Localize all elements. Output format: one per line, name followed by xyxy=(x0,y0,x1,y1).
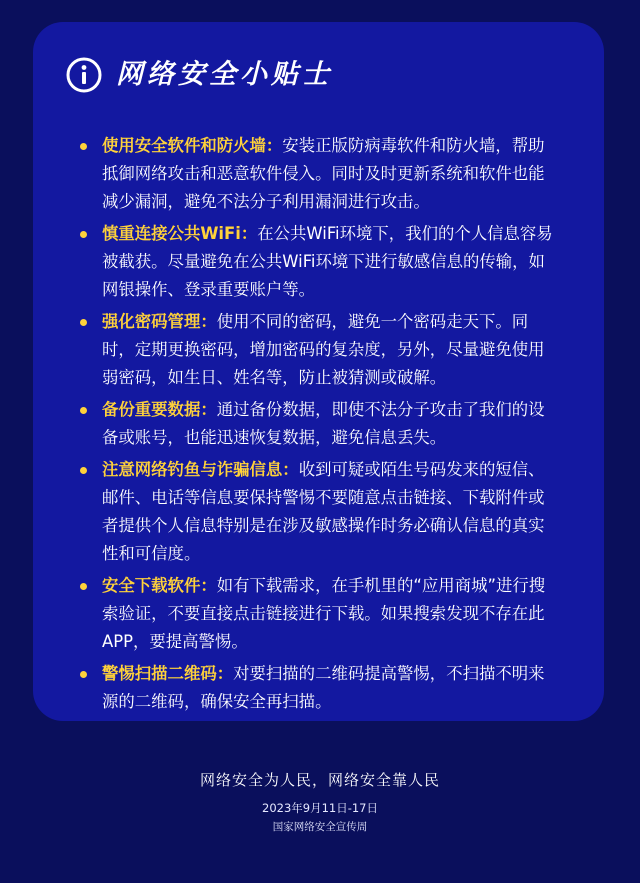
tip-body: 收到可疑或陌生号码发来的短信、邮件、电话等信息要保持警惕不要随意点击链接、下载附件或者提供个人信息特别是在涉及敏感操作时务必确认信息的真实性和可信度。 xyxy=(102,460,545,563)
tip-body: 对要扫描的二维码提高警惕，不扫描不明来源的二维码，确保安全再扫描。 xyxy=(102,664,545,711)
tip-heading: 慎重连接公共WiFi： xyxy=(102,224,258,243)
tip-security-software xyxy=(80,132,558,216)
tip-safe-download xyxy=(80,572,558,656)
footer-date: 2023年9月11日-17日 xyxy=(262,801,378,815)
footer-slogan: 网络安全为人民，网络安全靠人民 xyxy=(199,771,440,789)
tip-backup-data xyxy=(80,396,558,452)
tip-public-wifi xyxy=(80,220,558,304)
tip-heading: 使用安全软件和防火墙： xyxy=(102,136,283,155)
tip-heading: 备份重要数据： xyxy=(102,400,217,419)
tip-heading: 强化密码管理： xyxy=(102,312,217,331)
tips-card xyxy=(33,22,604,721)
footer-organization: 国家网络安全宣传周 xyxy=(272,821,368,833)
tip-body: 使用不同的密码，避免一个密码走天下。同时，定期更换密码，增加密码的复杂度，另外，尽量避免使用弱密码，如生日、姓名等，防止被猜测或破解。 xyxy=(102,312,545,387)
tip-phishing-fraud xyxy=(80,456,558,568)
tip-qr-code xyxy=(80,660,558,716)
card-header xyxy=(66,57,333,93)
tips-list xyxy=(80,132,558,720)
tip-body: 安装正版防病毒软件和防火墙，帮助抵御网络攻击和恶意软件侵入。同时及时更新系统和软件也能减少漏洞，避免不法分子利用漏洞进行攻击。 xyxy=(102,136,545,211)
page-title: 网络安全小贴士 xyxy=(116,59,333,90)
tip-body: 如有下载需求，在手机里的“应用商城”进行搜索验证，不要直接点击链接进行下载。如果搜索发现不存在此APP，要提高警惕。 xyxy=(102,576,546,651)
tip-heading: 注意网络钓鱼与诈骗信息： xyxy=(102,460,299,479)
tip-heading: 安全下载软件： xyxy=(102,576,217,595)
tip-body: 在公共WiFi环境下，我们的个人信息容易被截获。尽量避免在公共WiFi环境下进行敏感信息的传输，如网银操作、登录重要账户等。 xyxy=(102,224,553,299)
tip-body: 通过备份数据，即使不法分子攻击了我们的设备或账号，也能迅速恢复数据，避免信息丢失。 xyxy=(102,400,545,447)
tip-heading: 警惕扫描二维码： xyxy=(102,664,234,683)
tip-password-management xyxy=(80,308,558,392)
info-icon xyxy=(66,57,102,93)
